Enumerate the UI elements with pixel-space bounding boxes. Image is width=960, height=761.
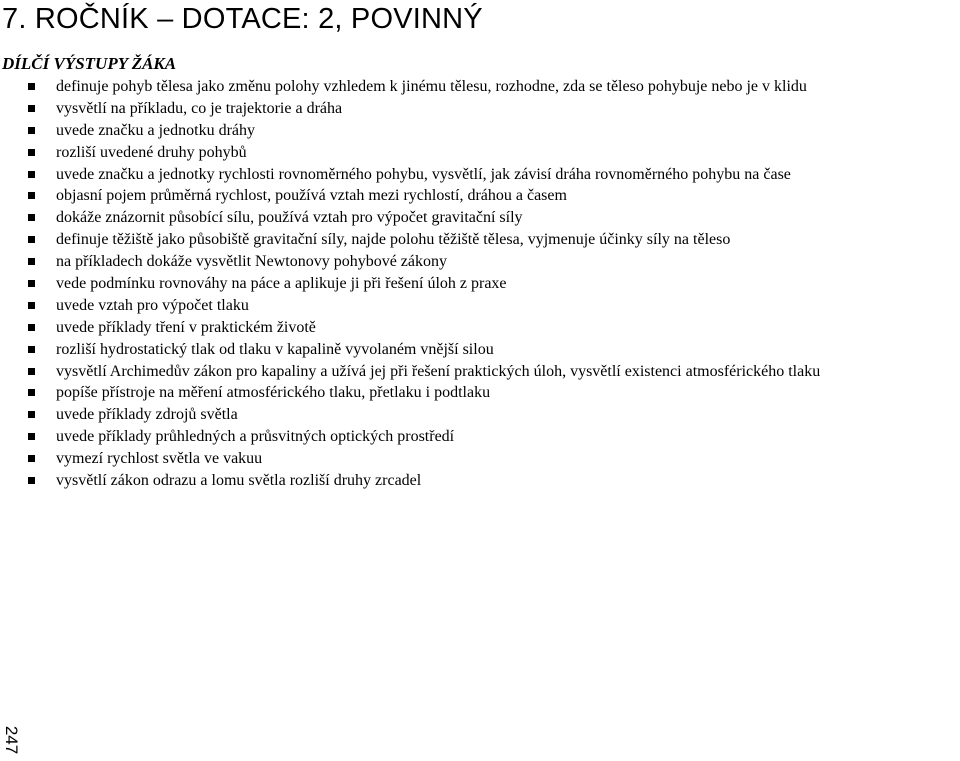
list-item-text: na příkladech dokáže vysvětlit Newtonovy pohybové zákony (56, 253, 447, 271)
list-item-text: rozliší hydrostatický tlak od tlaku v kapalině vyvolaném vnější silou (56, 340, 494, 358)
list-item (0, 470, 820, 492)
square-bullet-icon (28, 302, 35, 309)
square-bullet-icon (28, 214, 35, 221)
square-bullet-icon (28, 477, 35, 484)
list-item (0, 426, 820, 448)
square-bullet-icon (28, 192, 35, 199)
square-bullet-icon (28, 368, 35, 375)
list-item (0, 251, 820, 273)
square-bullet-icon (28, 280, 35, 287)
list-item (0, 120, 820, 142)
square-bullet-icon (28, 389, 35, 396)
list-item-text: vede podmínku rovnováhy na páce a aplikuje ji při řešení úloh z praxe (56, 275, 507, 293)
outcome-list (0, 76, 820, 492)
list-item-text: vysvětlí na příkladu, co je trajektorie a dráha (56, 99, 343, 117)
square-bullet-icon (28, 171, 35, 178)
list-item (0, 339, 820, 361)
square-bullet-icon (28, 324, 35, 331)
list-item (0, 382, 820, 404)
list-item-text: uvede příklady průhledných a průsvitných optických prostředí (56, 428, 455, 446)
list-item-text: popíše přístroje na měření atmosférického tlaku, přetlaku i podtlaku (56, 384, 491, 402)
square-bullet-icon (28, 127, 35, 134)
list-item (0, 317, 820, 339)
list-item (0, 229, 820, 251)
list-item-text: uvede značku a jednotku dráhy (56, 121, 256, 139)
list-item-text: dokáže znázornit působící sílu, používá vztah pro výpočet gravitační síly (56, 209, 523, 227)
list-item (0, 185, 820, 207)
square-bullet-icon (28, 455, 35, 462)
page-title: 7. ROČNÍK – DOTACE: 2, POVINNÝ (2, 3, 483, 35)
list-item-text: uvede příklady tření v praktickém životě (56, 318, 316, 336)
square-bullet-icon (28, 258, 35, 265)
list-item (0, 404, 820, 426)
list-item (0, 76, 820, 98)
list-item (0, 207, 820, 229)
list-item-text: vymezí rychlost světla ve vakuu (56, 450, 263, 468)
list-item (0, 295, 820, 317)
page-number: 247 (2, 725, 21, 755)
list-item-text: objasní pojem průměrná rychlost, používá vztah mezi rychlostí, dráhou a časem (56, 187, 567, 205)
list-item-text: definuje pohyb tělesa jako změnu polohy vzhledem k jinému tělesu, rozhodne, zda se těleso pohybuje nebo je v klidu (56, 78, 807, 95)
list-item-text: uvede příklady zdrojů světla (56, 406, 238, 424)
list-item (0, 448, 820, 470)
list-item (0, 142, 820, 164)
list-item-text: uvede vztah pro výpočet tlaku (56, 296, 249, 314)
square-bullet-icon (28, 105, 35, 112)
square-bullet-icon (28, 236, 35, 243)
list-item (0, 273, 820, 295)
section-heading: DÍLČÍ VÝSTUPY ŽÁKA (2, 54, 177, 73)
square-bullet-icon (28, 346, 35, 353)
list-item-text: definuje těžiště jako působiště gravitační síly, najde polohu těžiště tělesa, vyjmenuje účinky síly na těleso (56, 231, 731, 249)
list-item (0, 361, 820, 383)
square-bullet-icon (28, 433, 35, 440)
list-item-text: vysvětlí Archimedův zákon pro kapaliny a užívá jej při řešení praktických úloh, vysvětlí existenci atmosférického tlaku (56, 362, 821, 380)
list-item-text: rozliší uvedené druhy pohybů (56, 143, 247, 161)
square-bullet-icon (28, 411, 35, 418)
list-item-text: uvede značku a jednotky rychlosti rovnoměrného pohybu, vysvětlí, jak závisí dráha rovnoměrného pohybu na čase (56, 165, 791, 183)
square-bullet-icon (28, 149, 35, 156)
square-bullet-icon (28, 83, 35, 90)
list-item (0, 164, 820, 186)
list-item-text: vysvětlí zákon odrazu a lomu světla rozliší druhy zrcadel (56, 472, 422, 490)
list-item (0, 98, 820, 120)
